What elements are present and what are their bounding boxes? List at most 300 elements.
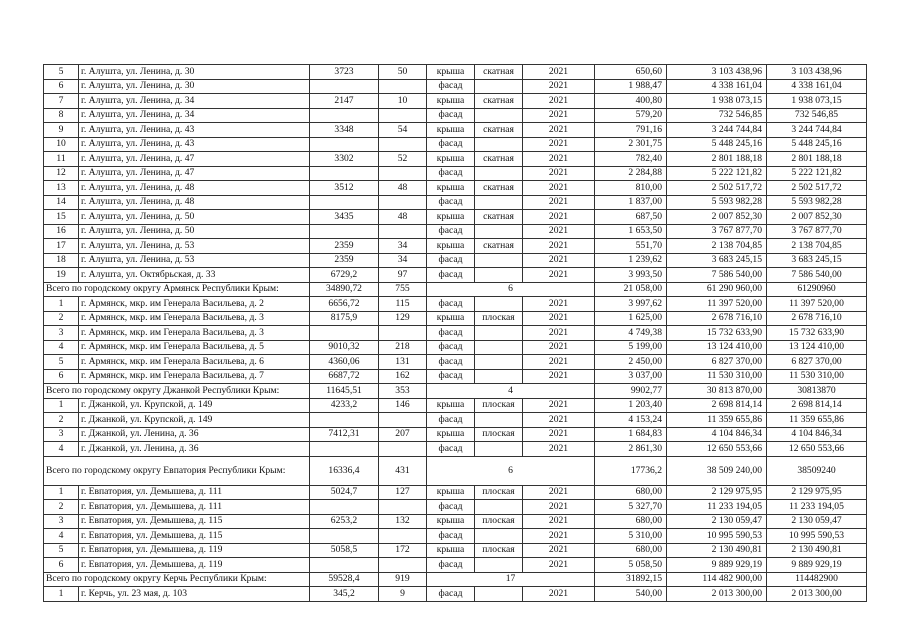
- row-year: 2021: [523, 340, 595, 355]
- subtotal-apartments: 755: [379, 282, 427, 297]
- row-number: 1: [44, 587, 79, 602]
- row-work-type: фасад: [427, 137, 475, 152]
- row-work-type: фасад: [427, 195, 475, 210]
- row-cost: 2 502 517,72: [667, 181, 767, 196]
- row-area: 5058,5: [310, 543, 379, 558]
- table-row: [44, 108, 867, 123]
- row-number: 11: [44, 152, 79, 167]
- row-cost: 2 130 490,81: [667, 543, 767, 558]
- row-year: 2021: [523, 413, 595, 428]
- subtotal-row: [44, 384, 867, 399]
- subtotal-total: 61290960: [767, 282, 867, 297]
- row-area: 4233,2: [310, 398, 379, 413]
- row-work-type: фасад: [427, 268, 475, 283]
- row-cost: 4 338 161,04: [667, 79, 767, 94]
- row-roof-type: [475, 297, 523, 312]
- row-number: 7: [44, 94, 79, 109]
- row-volume: 3 037,00: [595, 369, 667, 384]
- subtotal-area: 16336,4: [310, 456, 379, 485]
- table-row: [44, 166, 867, 181]
- row-address: г. Алушта, ул. Ленина, д. 53: [79, 253, 310, 268]
- row-roof-type: плоская: [475, 485, 523, 500]
- row-total: 10 995 590,53: [767, 529, 867, 544]
- row-number: 3: [44, 514, 79, 529]
- row-area: [310, 137, 379, 152]
- subtotal-volume: 21 058,00: [595, 282, 667, 297]
- table-row: [44, 181, 867, 196]
- row-address: г. Алушта, ул. Октябрьская, д. 33: [79, 268, 310, 283]
- table-row: [44, 239, 867, 254]
- row-address: г. Джанкой, ул. Крупской, д. 149: [79, 398, 310, 413]
- row-roof-type: [475, 326, 523, 341]
- row-number: 5: [44, 543, 79, 558]
- subtotal-label: Всего по городскому округу Керчь Республики Крым:: [44, 572, 310, 587]
- row-area: [310, 108, 379, 123]
- row-area: 3512: [310, 181, 379, 196]
- subtotal-cost: 30 813 870,00: [667, 384, 767, 399]
- subtotal-total: 38509240: [767, 456, 867, 485]
- row-cost: 5 448 245,16: [667, 137, 767, 152]
- row-work-type: фасад: [427, 340, 475, 355]
- row-apartments: 172: [379, 543, 427, 558]
- row-cost: 5 593 982,28: [667, 195, 767, 210]
- row-number: 10: [44, 137, 79, 152]
- table-row: [44, 543, 867, 558]
- row-roof-type: [475, 529, 523, 544]
- row-apartments: [379, 326, 427, 341]
- row-area: [310, 79, 379, 94]
- table-row: [44, 253, 867, 268]
- row-total: 7 586 540,00: [767, 268, 867, 283]
- row-number: 4: [44, 442, 79, 457]
- row-volume: 4 749,38: [595, 326, 667, 341]
- row-address: г. Евпатория, ул. Демышева, д. 111: [79, 500, 310, 515]
- row-total: 11 359 655,86: [767, 413, 867, 428]
- subtotal-area: 59528,4: [310, 572, 379, 587]
- row-area: 6656,72: [310, 297, 379, 312]
- row-address: г. Алушта, ул. Ленина, д. 50: [79, 210, 310, 225]
- table-body: [44, 65, 867, 602]
- row-cost: 3 683 245,15: [667, 253, 767, 268]
- subtotal-label: Всего по городскому округу Армянск Республики Крым:: [44, 282, 310, 297]
- row-address: г. Армянск, мкр. им Генерала Васильева, д. 2: [79, 297, 310, 312]
- row-work-type: крыша: [427, 181, 475, 196]
- row-year: 2021: [523, 195, 595, 210]
- row-total: 1 938 073,15: [767, 94, 867, 109]
- row-year: 2021: [523, 311, 595, 326]
- row-total: 2 502 517,72: [767, 181, 867, 196]
- row-cost: 3 244 744,84: [667, 123, 767, 138]
- subtotal-cost: 114 482 900,00: [667, 572, 767, 587]
- row-volume: 579,20: [595, 108, 667, 123]
- row-volume: 791,16: [595, 123, 667, 138]
- row-apartments: 132: [379, 514, 427, 529]
- row-apartments: 48: [379, 181, 427, 196]
- row-apartments: 48: [379, 210, 427, 225]
- row-cost: 10 995 590,53: [667, 529, 767, 544]
- row-volume: 810,00: [595, 181, 667, 196]
- row-roof-type: [475, 355, 523, 370]
- row-apartments: 34: [379, 253, 427, 268]
- row-roof-type: [475, 558, 523, 573]
- row-address: г. Алушта, ул. Ленина, д. 48: [79, 181, 310, 196]
- row-area: [310, 529, 379, 544]
- table-row: [44, 340, 867, 355]
- row-area: 6253,2: [310, 514, 379, 529]
- row-area: 2147: [310, 94, 379, 109]
- subtotal-object-count: 4: [427, 384, 595, 399]
- table-row: [44, 311, 867, 326]
- subtotal-object-count: 6: [427, 456, 595, 485]
- row-cost: 11 233 194,05: [667, 500, 767, 515]
- row-volume: 2 284,88: [595, 166, 667, 181]
- row-area: 7412,31: [310, 427, 379, 442]
- table-row: [44, 210, 867, 225]
- row-work-type: фасад: [427, 413, 475, 428]
- row-number: 18: [44, 253, 79, 268]
- row-roof-type: скатная: [475, 65, 523, 80]
- row-apartments: 218: [379, 340, 427, 355]
- row-year: 2021: [523, 224, 595, 239]
- row-apartments: [379, 500, 427, 515]
- row-roof-type: скатная: [475, 94, 523, 109]
- row-apartments: 162: [379, 369, 427, 384]
- row-number: 4: [44, 340, 79, 355]
- row-total: 13 124 410,00: [767, 340, 867, 355]
- row-roof-type: [475, 224, 523, 239]
- row-volume: 1 837,00: [595, 195, 667, 210]
- subtotal-area: 34890,72: [310, 282, 379, 297]
- row-year: 2021: [523, 500, 595, 515]
- row-roof-type: [475, 166, 523, 181]
- row-roof-type: [475, 340, 523, 355]
- table-row: [44, 326, 867, 341]
- row-address: г. Алушта, ул. Ленина, д. 47: [79, 152, 310, 167]
- row-number: 1: [44, 398, 79, 413]
- row-address: г. Алушта, ул. Ленина, д. 43: [79, 137, 310, 152]
- row-volume: 1 625,00: [595, 311, 667, 326]
- row-work-type: крыша: [427, 94, 475, 109]
- row-total: 3 244 744,84: [767, 123, 867, 138]
- subtotal-total: 30813870: [767, 384, 867, 399]
- row-area: [310, 166, 379, 181]
- row-cost: 2 007 852,30: [667, 210, 767, 225]
- row-volume: 5 327,70: [595, 500, 667, 515]
- row-cost: 732 546,85: [667, 108, 767, 123]
- row-apartments: 129: [379, 311, 427, 326]
- row-work-type: фасад: [427, 442, 475, 457]
- table-row: [44, 500, 867, 515]
- row-work-type: фасад: [427, 529, 475, 544]
- row-number: 6: [44, 79, 79, 94]
- table-row: [44, 297, 867, 312]
- row-total: 12 650 553,66: [767, 442, 867, 457]
- subtotal-object-count: 17: [427, 572, 595, 587]
- row-address: г. Армянск, мкр. им Генерала Васильева, д. 7: [79, 369, 310, 384]
- row-area: [310, 558, 379, 573]
- table-row: [44, 94, 867, 109]
- row-roof-type: скатная: [475, 181, 523, 196]
- row-number: 14: [44, 195, 79, 210]
- row-year: 2021: [523, 326, 595, 341]
- row-roof-type: [475, 442, 523, 457]
- row-volume: 5 058,50: [595, 558, 667, 573]
- row-volume: 680,00: [595, 514, 667, 529]
- row-apartments: 10: [379, 94, 427, 109]
- row-area: [310, 195, 379, 210]
- row-address: г. Евпатория, ул. Демышева, д. 115: [79, 514, 310, 529]
- row-work-type: фасад: [427, 558, 475, 573]
- row-volume: 1 988,47: [595, 79, 667, 94]
- row-volume: 680,00: [595, 543, 667, 558]
- table-row: [44, 442, 867, 457]
- row-work-type: крыша: [427, 485, 475, 500]
- row-apartments: 54: [379, 123, 427, 138]
- row-year: 2021: [523, 427, 595, 442]
- row-cost: 15 732 633,90: [667, 326, 767, 341]
- row-address: г. Алушта, ул. Ленина, д. 30: [79, 79, 310, 94]
- table-row: [44, 369, 867, 384]
- row-cost: 3 767 877,70: [667, 224, 767, 239]
- row-number: 1: [44, 297, 79, 312]
- row-number: 16: [44, 224, 79, 239]
- row-year: 2021: [523, 239, 595, 254]
- row-year: 2021: [523, 65, 595, 80]
- row-volume: 687,50: [595, 210, 667, 225]
- row-work-type: фасад: [427, 587, 475, 602]
- row-total: 2 698 814,14: [767, 398, 867, 413]
- table-row: [44, 355, 867, 370]
- row-number: 5: [44, 355, 79, 370]
- table-row: [44, 485, 867, 500]
- row-year: 2021: [523, 137, 595, 152]
- row-apartments: 115: [379, 297, 427, 312]
- subtotal-cost: 38 509 240,00: [667, 456, 767, 485]
- row-year: 2021: [523, 94, 595, 109]
- row-year: 2021: [523, 398, 595, 413]
- subtotal-apartments: 431: [379, 456, 427, 485]
- row-roof-type: плоская: [475, 543, 523, 558]
- row-volume: 3 997,62: [595, 297, 667, 312]
- row-area: 9010,32: [310, 340, 379, 355]
- row-cost: 6 827 370,00: [667, 355, 767, 370]
- row-cost: 3 103 438,96: [667, 65, 767, 80]
- row-address: г. Алушта, ул. Ленина, д. 48: [79, 195, 310, 210]
- subtotal-label: Всего по городскому округу Евпатория Республики Крым:: [44, 456, 310, 485]
- row-total: 2 801 188,18: [767, 152, 867, 167]
- row-area: 3348: [310, 123, 379, 138]
- table-row: [44, 427, 867, 442]
- row-roof-type: [475, 500, 523, 515]
- row-roof-type: [475, 137, 523, 152]
- subtotal-area: 11645,51: [310, 384, 379, 399]
- row-roof-type: [475, 587, 523, 602]
- row-area: 6687,72: [310, 369, 379, 384]
- row-total: 3 103 438,96: [767, 65, 867, 80]
- subtotal-volume: 9902,77: [595, 384, 667, 399]
- row-total: 5 448 245,16: [767, 137, 867, 152]
- row-total: 2 130 059,47: [767, 514, 867, 529]
- row-address: г. Алушта, ул. Ленина, д. 50: [79, 224, 310, 239]
- row-work-type: фасад: [427, 369, 475, 384]
- row-cost: 5 222 121,82: [667, 166, 767, 181]
- row-cost: 9 889 929,19: [667, 558, 767, 573]
- row-volume: 5 199,00: [595, 340, 667, 355]
- row-work-type: фасад: [427, 79, 475, 94]
- row-work-type: крыша: [427, 543, 475, 558]
- row-work-type: фасад: [427, 253, 475, 268]
- table-row: [44, 587, 867, 602]
- row-work-type: фасад: [427, 108, 475, 123]
- row-work-type: крыша: [427, 123, 475, 138]
- subtotal-volume: 17736,2: [595, 456, 667, 485]
- row-apartments: [379, 166, 427, 181]
- row-cost: 11 359 655,86: [667, 413, 767, 428]
- row-volume: 1 239,62: [595, 253, 667, 268]
- row-volume: 540,00: [595, 587, 667, 602]
- row-cost: 2 130 059,47: [667, 514, 767, 529]
- row-volume: 1 203,40: [595, 398, 667, 413]
- row-cost: 11 397 520,00: [667, 297, 767, 312]
- row-number: 15: [44, 210, 79, 225]
- row-number: 3: [44, 326, 79, 341]
- row-area: 345,2: [310, 587, 379, 602]
- row-total: 11 233 194,05: [767, 500, 867, 515]
- table-row: [44, 123, 867, 138]
- row-total: 2 678 716,10: [767, 311, 867, 326]
- row-total: 5 222 121,82: [767, 166, 867, 181]
- row-total: 15 732 633,90: [767, 326, 867, 341]
- row-number: 3: [44, 427, 79, 442]
- table-row: [44, 195, 867, 210]
- row-cost: 11 530 310,00: [667, 369, 767, 384]
- row-address: г. Армянск, мкр. им Генерала Васильева, д. 5: [79, 340, 310, 355]
- row-apartments: 207: [379, 427, 427, 442]
- row-year: 2021: [523, 587, 595, 602]
- row-address: г. Джанкой, ул. Крупской, д. 149: [79, 413, 310, 428]
- row-apartments: 146: [379, 398, 427, 413]
- row-number: 2: [44, 500, 79, 515]
- row-number: 13: [44, 181, 79, 196]
- row-cost: 2 013 300,00: [667, 587, 767, 602]
- row-address: г. Алушта, ул. Ленина, д. 43: [79, 123, 310, 138]
- row-apartments: 34: [379, 239, 427, 254]
- row-address: г. Евпатория, ул. Демышева, д. 119: [79, 543, 310, 558]
- row-total: 3 767 877,70: [767, 224, 867, 239]
- subtotal-row: [44, 572, 867, 587]
- row-total: 2 138 704,85: [767, 239, 867, 254]
- row-area: 3723: [310, 65, 379, 80]
- table-row: [44, 514, 867, 529]
- row-apartments: 131: [379, 355, 427, 370]
- row-address: г. Армянск, мкр. им Генерала Васильева, д. 3: [79, 326, 310, 341]
- row-apartments: 97: [379, 268, 427, 283]
- row-work-type: фасад: [427, 297, 475, 312]
- row-area: [310, 326, 379, 341]
- subtotal-total: 114482900: [767, 572, 867, 587]
- row-volume: 782,40: [595, 152, 667, 167]
- row-roof-type: скатная: [475, 123, 523, 138]
- table-row: [44, 413, 867, 428]
- row-number: 2: [44, 311, 79, 326]
- row-year: 2021: [523, 181, 595, 196]
- row-work-type: фасад: [427, 326, 475, 341]
- row-area: [310, 224, 379, 239]
- table-row: [44, 558, 867, 573]
- row-year: 2021: [523, 152, 595, 167]
- row-number: 6: [44, 369, 79, 384]
- row-volume: 5 310,00: [595, 529, 667, 544]
- row-address: г. Армянск, мкр. им Генерала Васильева, д. 6: [79, 355, 310, 370]
- row-year: 2021: [523, 108, 595, 123]
- row-number: 1: [44, 485, 79, 500]
- row-volume: 2 861,30: [595, 442, 667, 457]
- row-apartments: 9: [379, 587, 427, 602]
- row-address: г. Евпатория, ул. Демышева, д. 119: [79, 558, 310, 573]
- row-address: г. Армянск, мкр. им Генерала Васильева, д. 3: [79, 311, 310, 326]
- row-roof-type: [475, 195, 523, 210]
- row-volume: 4 153,24: [595, 413, 667, 428]
- row-work-type: крыша: [427, 65, 475, 80]
- row-apartments: [379, 137, 427, 152]
- row-roof-type: скатная: [475, 152, 523, 167]
- row-work-type: крыша: [427, 398, 475, 413]
- row-volume: 1 653,50: [595, 224, 667, 239]
- row-apartments: [379, 108, 427, 123]
- row-work-type: крыша: [427, 239, 475, 254]
- row-work-type: крыша: [427, 311, 475, 326]
- row-year: 2021: [523, 442, 595, 457]
- row-number: 12: [44, 166, 79, 181]
- row-volume: 551,70: [595, 239, 667, 254]
- row-year: 2021: [523, 79, 595, 94]
- row-area: 3435: [310, 210, 379, 225]
- row-volume: 400,80: [595, 94, 667, 109]
- row-area: 3302: [310, 152, 379, 167]
- row-volume: 2 301,75: [595, 137, 667, 152]
- row-total: 2 129 975,95: [767, 485, 867, 500]
- row-work-type: фасад: [427, 500, 475, 515]
- row-year: 2021: [523, 514, 595, 529]
- row-address: г. Джанкой, ул. Ленина, д. 36: [79, 442, 310, 457]
- row-apartments: 127: [379, 485, 427, 500]
- row-area: 6729,2: [310, 268, 379, 283]
- row-total: 2 013 300,00: [767, 587, 867, 602]
- row-year: 2021: [523, 297, 595, 312]
- row-volume: 680,00: [595, 485, 667, 500]
- row-apartments: [379, 195, 427, 210]
- row-work-type: фасад: [427, 224, 475, 239]
- row-area: [310, 413, 379, 428]
- row-cost: 2 801 188,18: [667, 152, 767, 167]
- row-roof-type: [475, 108, 523, 123]
- row-cost: 2 698 814,14: [667, 398, 767, 413]
- row-cost: 2 129 975,95: [667, 485, 767, 500]
- row-area: 2359: [310, 239, 379, 254]
- row-roof-type: плоская: [475, 311, 523, 326]
- row-work-type: крыша: [427, 514, 475, 529]
- subtotal-object-count: 6: [427, 282, 595, 297]
- row-cost: 2 678 716,10: [667, 311, 767, 326]
- row-roof-type: скатная: [475, 239, 523, 254]
- row-volume: 650,60: [595, 65, 667, 80]
- row-number: 6: [44, 558, 79, 573]
- row-work-type: крыша: [427, 152, 475, 167]
- row-number: 8: [44, 108, 79, 123]
- row-area: [310, 442, 379, 457]
- row-year: 2021: [523, 369, 595, 384]
- row-total: 4 104 846,34: [767, 427, 867, 442]
